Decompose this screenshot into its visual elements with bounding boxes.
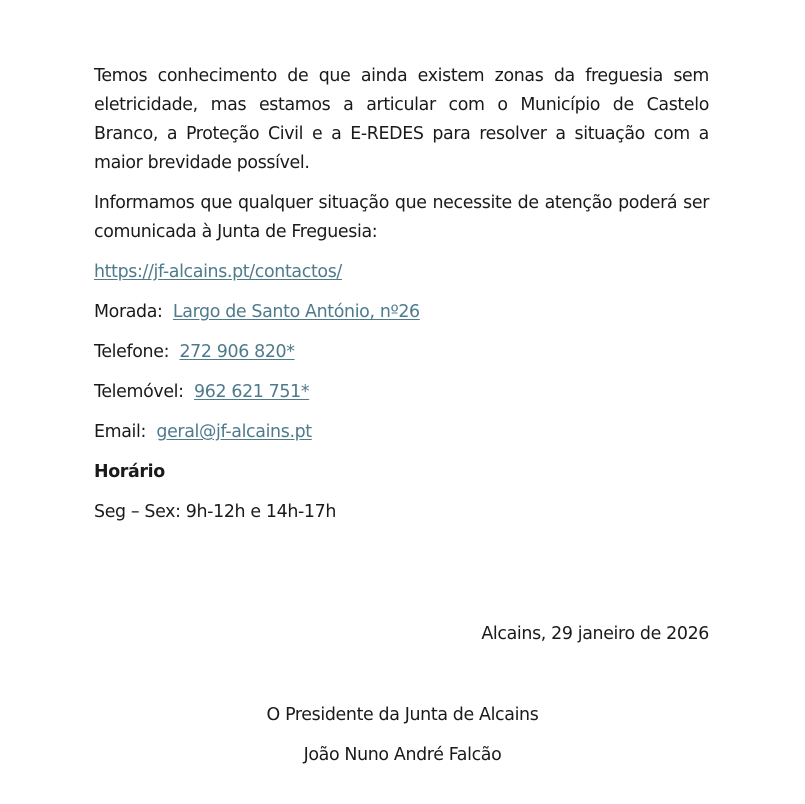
contacts-link-line [94, 258, 709, 287]
phone-link[interactable]: 272 906 820* [179, 342, 295, 362]
contacts-link[interactable]: https://jf-alcains.pt/contactos/ [94, 262, 342, 282]
hours-heading: Horário [94, 462, 165, 482]
email-line [94, 418, 709, 447]
date-line: Alcains, 29 janeiro de 2026 [481, 624, 709, 644]
address-link[interactable]: Largo de Santo António, nº26 [172, 302, 420, 322]
phone-label: Telefone: [94, 342, 175, 362]
address-label: Morada: [94, 302, 168, 322]
phone-line [94, 338, 709, 367]
email-link[interactable]: geral@jf-alcains.pt [156, 422, 312, 442]
mobile-line [94, 378, 709, 407]
address-line [94, 298, 709, 327]
mobile-link[interactable]: 962 621 751* [194, 382, 310, 402]
mobile-label: Telemóvel: [94, 382, 189, 402]
signature-title: O Presidente da Junta de Alcains [266, 705, 539, 725]
paragraph-electricity-notice: Temos conhecimento de que ainda existem zonas da freguesia sem eletricidade, mas estamos a articular com o Município de Castelo Branco, a Proteção Civil e a E-REDES para resolver a situação com a maior brevidade possível. [94, 66, 709, 173]
signature-name: João Nuno André Falcão [303, 745, 502, 765]
paragraph-contact-info: Informamos que qualquer situação que necessite de atenção poderá ser comunicada à Junta de Freguesia: [94, 193, 709, 242]
hours-value: Seg – Sex: 9h-12h e 14h-17h [94, 502, 337, 522]
email-label: Email: [94, 422, 152, 442]
document-body [94, 62, 709, 527]
